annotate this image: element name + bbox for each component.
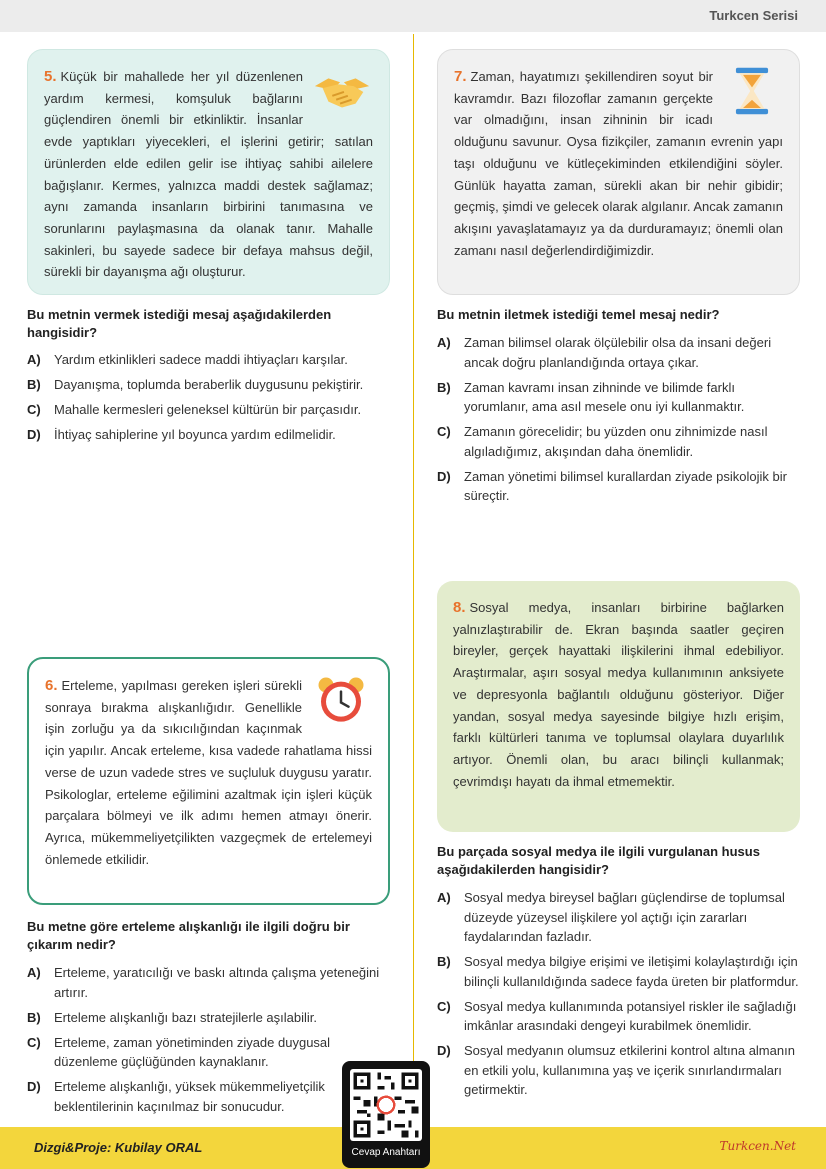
option-text: Sosyal medya bilgiye erişimi ve iletişimi kolaylaştırdığı için bilinçli kullanıldığında sadece fayda üreten bir platformdur. xyxy=(464,954,799,989)
answer-key-qr[interactable] xyxy=(342,1061,430,1168)
question-number: 8. xyxy=(453,599,466,616)
passage-5 xyxy=(27,49,390,295)
option-letter: C) xyxy=(27,1034,41,1050)
option-letter: C) xyxy=(437,998,451,1014)
option-text: Yardım etkinlikleri sadece maddi ihtiyaçları karşılar. xyxy=(54,352,348,367)
option-text: Sosyal medya bireysel bağları güçlendirse de toplumsal düzeyde yüzeysel ilişkilere yol açtığı için zararları faydalarından fazladır. xyxy=(464,890,785,944)
option-d[interactable] xyxy=(437,1041,802,1100)
option-d[interactable] xyxy=(27,1077,392,1116)
question-number: 7. xyxy=(454,68,467,85)
passage-text: Erteleme, yapılması gereken işleri sürekli sonraya bırakma alışkanlığıdır. Genellikle işin zorluğu ya da sıkıcılığından kaçınmak için yapılır. Ancak erteleme, kısa vadede rahatlama hissi verse de uzun vadede stres ve suçluluk duygusu yaratır. Psikologlar, erteleme eğilimini azaltmak için işleri küçük parçalara bölmeyi ve ilk adımı hemen atmayı önerir. Ayrıca, mükemmeliyetçilikten vazgeçmek de ertelemeyi önlemede etkilidir. xyxy=(45,678,372,867)
option-b[interactable] xyxy=(27,375,392,395)
option-a[interactable] xyxy=(27,350,392,370)
option-letter: B) xyxy=(437,954,451,969)
hourglass-icon xyxy=(721,66,783,116)
option-c[interactable] xyxy=(437,422,802,461)
option-text: Erteleme, zaman yönetiminden ziyade duygusal düzenleme güçlüğünden kaynaklanır. xyxy=(54,1034,331,1069)
option-text: Mahalle kermesleri geleneksel kültürün bir parçasıdır. xyxy=(54,402,362,417)
option-letter: A) xyxy=(27,352,41,367)
option-text: Dayanışma, toplumda beraberlik duygusunu pekiştirir. xyxy=(54,377,364,392)
question-5: Bu metnin vermek istediği mesaj aşağıdakilerden hangisidir? xyxy=(27,307,332,340)
option-text: Zaman kavramı insan zihninde ve bilimde farklı yorumlanır, ama asıl mesele onu iyi kullanmaktır. xyxy=(464,379,745,414)
option-letter: D) xyxy=(437,468,451,484)
qr-code-icon xyxy=(350,1069,422,1141)
option-letter: B) xyxy=(27,377,41,392)
passage-6 xyxy=(27,657,390,905)
question-6: Bu metne göre erteleme alışkanlığı ile ilgili doğru bir çıkarım nedir? xyxy=(27,919,350,952)
option-text: Erteleme alışkanlığı bazı stratejilerle aşılabilir. xyxy=(54,1009,318,1025)
options-6 xyxy=(27,963,392,1122)
option-text: Erteleme, yaratıcılığı ve baskı altında çalışma yeteneğini artırır. xyxy=(54,965,380,1000)
option-b[interactable] xyxy=(437,378,802,417)
option-letter: A) xyxy=(437,335,451,350)
option-d[interactable] xyxy=(437,467,802,506)
options-8 xyxy=(437,888,802,1105)
option-a[interactable] xyxy=(437,333,802,372)
option-c[interactable] xyxy=(27,400,392,420)
top-bar xyxy=(0,0,826,32)
handshake-icon xyxy=(311,66,373,116)
option-letter: D) xyxy=(27,1079,41,1094)
option-c[interactable] xyxy=(27,1033,392,1072)
alarm-clock-icon xyxy=(310,675,372,725)
option-text: Zaman bilimsel olarak ölçülebilir olsa da insani değeri ancak doğru planlandığında ortaya çıkar. xyxy=(464,335,772,370)
option-letter: A) xyxy=(437,890,451,905)
passage-text: Sosyal medya, insanları birbirine bağlarken yalnızlaştırabilir de. Ekran başında saatler geçiren bireyler, gerçek hayattaki ilişkilerini ihmal edebiliyor. Araştırmalar, aşırı sosyal medya kullanımının anksiyete ve depresyonla bağlantılı olduğunu gösteriyor. Diğer yandan, sosyal medya sayesinde bilgiye hızlı erişim, farklı kültürleri tanıma ve toplumsal olaylara duyarlılık artıyor. Önemli olan, bu aracı bilinçli kullanmak; çevrimdışı hayatı da ihmal etmemektir. xyxy=(453,600,784,789)
passage-8 xyxy=(437,581,800,832)
option-letter: D) xyxy=(27,427,41,442)
option-b[interactable] xyxy=(27,1008,392,1028)
option-letter: D) xyxy=(437,1043,451,1058)
option-letter: A) xyxy=(27,965,41,980)
option-a[interactable] xyxy=(437,888,802,947)
passage-7 xyxy=(437,49,800,295)
option-text: Sosyal medya kullanımında potansiyel riskler ile sağladığı imkânlar arasındaki dengeyi kurabilmek önemlidir. xyxy=(464,998,797,1033)
passage-text: Zaman, hayatımızı şekillendiren soyut bir kavramdır. Bazı filozoflar zamanın gerçekte var olmadığını, insan zihninin bir icadı olduğunu savunur. Oysa fizikçiler, zamanın evrenin yapı taşı olduğunu ve kütleçekiminden etkilendiğini söyler. Günlük hayatta zaman, sürekli akan bir nehir gibidir; geçmiş, şimdi ve gelecek olarak algılanır. Ancak zamanın akışını yavaşlatamayız ya da durduramayız; önemli olan zamanı nasıl değerlendirdiğimizdir. xyxy=(454,69,783,258)
option-d[interactable] xyxy=(27,425,392,445)
option-text: Sosyal medyanın olumsuz etkilerini kontrol altına almanın en etkili yolu, kullanımına yaş ve içerik sınırlandırmaları getirmektir. xyxy=(464,1043,795,1097)
options-7 xyxy=(437,333,802,511)
option-letter: C) xyxy=(27,402,41,417)
option-text: Erteleme alışkanlığı, yüksek mükemmeliyetçilik beklentilerinin kaçınılmaz bir sonucudur. xyxy=(54,1079,325,1114)
column-divider xyxy=(413,34,414,1126)
question-7: Bu metnin iletmek istediği temel mesaj nedir? xyxy=(437,307,720,322)
option-letter: B) xyxy=(437,379,451,395)
options-5 xyxy=(27,350,392,450)
option-text: Zaman yönetimi bilimsel kurallardan ziyade psikolojik bir süreçtir. xyxy=(464,468,787,503)
option-a[interactable] xyxy=(27,963,392,1002)
passage-text: Küçük bir mahallede her yıl düzenlenen yardım kermesi, komşuluk bağlarını güçlendiren önemli bir etkinliktir. İnsanlar evde yaptıkları yiyecekleri, el işlerini getirir; satılan ürünlerden elde edilen gelir ise ihtiyaç sahibi ailelere bağışlanır. Kermes, yalnızca maddi destek sağlamaz; aynı zamanda insanların birbirini tanımasına ve sorunlarını paylaşmasına da olanak tanır. Mahalle sakinleri, bu sayede sadece bir defaya mahsus değil, sürekli bir dayanışma ağı oluşturur. xyxy=(44,69,373,280)
design-credit: Dizgi&Proje: Kubilay ORAL xyxy=(34,1140,203,1155)
brand-logo: Turkcen.Net xyxy=(719,1139,796,1153)
question-8: Bu parçada sosyal medya ile ilgili vurgulanan husus aşağıdakilerden hangisidir? xyxy=(437,844,760,877)
question-number: 6. xyxy=(45,677,58,694)
option-c[interactable] xyxy=(437,997,802,1036)
series-title: Turkcen Serisi xyxy=(709,8,798,23)
option-text: Zamanın görecelidir; bu yüzden onu zihnimizde nasıl algıladığımız, akışından daha önemlidir. xyxy=(464,424,768,459)
option-letter: B) xyxy=(27,1009,41,1025)
option-letter: C) xyxy=(437,424,451,439)
option-b[interactable] xyxy=(437,952,802,991)
option-text: İhtiyaç sahiplerine yıl boyunca yardım edilmelidir. xyxy=(54,427,336,442)
question-number: 5. xyxy=(44,68,57,85)
qr-label: Cevap Anahtarı xyxy=(351,1147,421,1158)
